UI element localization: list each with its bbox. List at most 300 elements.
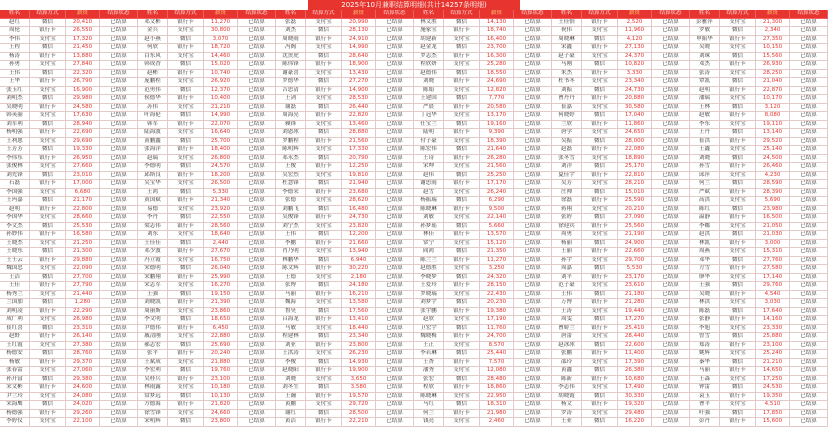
status-cell: 已结算: [652, 376, 690, 385]
status-cell: 已结算: [376, 44, 414, 53]
amount-cell: 28,880: [342, 129, 376, 138]
method-cell: 支付宝: [444, 138, 480, 147]
status-cell: 已结算: [238, 308, 276, 317]
amount-cell: 6,680: [66, 189, 100, 198]
amount-cell: 23,700: [480, 44, 514, 53]
status-cell: 已结算: [100, 223, 138, 232]
amount-cell: 15,020: [204, 61, 238, 70]
method-cell: 银行卡: [306, 316, 342, 325]
status-cell: 已结算: [514, 282, 552, 291]
method-cell: 微信: [168, 316, 204, 325]
status-cell: 已结算: [652, 87, 690, 96]
status-cell: 已结算: [238, 172, 276, 181]
method-cell: 银行卡: [306, 291, 342, 300]
status-cell: 已结算: [514, 163, 552, 172]
name-cell: 王正: [414, 342, 444, 351]
amount-cell: 1,280: [66, 299, 100, 308]
method-cell: 支付宝: [720, 248, 756, 257]
method-cell: 微信: [444, 376, 480, 385]
name-cell: 吴振: [552, 138, 582, 147]
method-cell: 银行卡: [444, 53, 480, 62]
status-cell: 已结算: [238, 418, 276, 427]
status-cell: 已结算: [376, 197, 414, 206]
name-cell: 崔红喜: [0, 325, 30, 334]
status-cell: 已结算: [100, 121, 138, 130]
amount-cell: 21,180: [618, 291, 652, 300]
method-cell: 支付宝: [168, 53, 204, 62]
amount-cell: 29,260: [66, 410, 100, 419]
method-cell: 微信: [168, 367, 204, 376]
method-cell: 银行卡: [720, 214, 756, 223]
status-cell: 已结算: [100, 189, 138, 198]
method-cell: 微信: [30, 325, 66, 334]
name-cell: 张春雷: [0, 367, 30, 376]
name-cell: 夏佳宇: [552, 172, 582, 181]
amount-cell: 17,000: [66, 180, 100, 189]
name-cell: 李伟东: [0, 155, 30, 164]
method-cell: 支付宝: [444, 240, 480, 249]
status-cell: 已结算: [100, 104, 138, 113]
status-cell: 已结算: [238, 112, 276, 121]
method-cell: 银行卡: [30, 333, 66, 342]
method-cell: 微信: [168, 342, 204, 351]
amount-cell: 27,060: [66, 367, 100, 376]
amount-cell: 11,270: [204, 19, 238, 28]
status-cell: 已结算: [652, 410, 690, 419]
name-cell: 庄帅: [552, 189, 582, 198]
amount-cell: 29,380: [66, 376, 100, 385]
method-cell: 支付宝: [720, 376, 756, 385]
name-cell: 李旭: [690, 325, 720, 334]
status-cell: 已结算: [376, 350, 414, 359]
header-cell: 姓名: [690, 10, 720, 19]
amount-cell: 28,480: [480, 376, 514, 385]
name-cell: 程欣: [414, 384, 444, 393]
amount-cell: 21,210: [756, 359, 790, 368]
amount-cell: 21,030: [756, 231, 790, 240]
status-cell: 已结算: [514, 240, 552, 249]
amount-cell: 21,440: [66, 291, 100, 300]
status-cell: 已结算: [652, 384, 690, 393]
status-cell: 已结算: [100, 308, 138, 317]
method-cell: 支付宝: [720, 146, 756, 155]
status-cell: 已结算: [514, 325, 552, 334]
amount-cell: 17,490: [618, 384, 652, 393]
method-cell: 支付宝: [168, 282, 204, 291]
status-cell: 已结算: [376, 248, 414, 257]
header-cell: 薪资: [480, 10, 514, 19]
amount-cell: 13,410: [342, 316, 376, 325]
amount-cell: 27,380: [66, 342, 100, 351]
method-cell: 银行卡: [582, 325, 618, 334]
status-cell: 已结算: [652, 104, 690, 113]
name-cell: 王程: [0, 44, 30, 53]
status-cell: 已结算: [790, 189, 828, 198]
method-cell: 支付宝: [582, 333, 618, 342]
status-cell: 已结算: [376, 155, 414, 164]
amount-cell: 24,370: [618, 53, 652, 62]
method-cell: 支付宝: [30, 189, 66, 198]
name-cell: 李志伟: [552, 384, 582, 393]
status-cell: 已结算: [238, 359, 276, 368]
name-cell: 高洪: [690, 197, 720, 206]
method-cell: 微信: [306, 231, 342, 240]
name-cell: 张平: [138, 350, 168, 359]
name-cell: 黄鹏: [276, 401, 306, 410]
amount-cell: 18,740: [480, 27, 514, 36]
method-cell: 微信: [444, 248, 480, 257]
amount-cell: 10,740: [204, 70, 238, 79]
amount-cell: 22,290: [66, 308, 100, 317]
status-cell: 已结算: [100, 70, 138, 79]
amount-cell: 22,430: [480, 291, 514, 300]
status-cell: 已结算: [100, 257, 138, 266]
name-cell: 谢豪喜: [276, 70, 306, 79]
status-cell: 已结算: [238, 367, 276, 376]
name-cell: 陆海波: [138, 129, 168, 138]
method-cell: 银行卡: [582, 121, 618, 130]
name-cell: 王建国: [414, 95, 444, 104]
method-cell: 银行卡: [444, 384, 480, 393]
amount-cell: 28,620: [342, 197, 376, 206]
method-cell: 支付宝: [582, 53, 618, 62]
name-cell: 林凯: [690, 240, 720, 249]
name-cell: 邓少波: [138, 248, 168, 257]
status-cell: 已结算: [652, 299, 690, 308]
header-cell: 结算状态: [376, 10, 414, 19]
header-cell: 薪资: [756, 10, 790, 19]
status-cell: 已结算: [376, 316, 414, 325]
status-cell: 已结算: [514, 95, 552, 104]
amount-cell: 21,210: [204, 104, 238, 113]
method-cell: 银行卡: [582, 223, 618, 232]
method-cell: 银行卡: [30, 231, 66, 240]
method-cell: 微信: [168, 291, 204, 300]
status-cell: 已结算: [238, 53, 276, 62]
status-cell: 已结算: [790, 121, 828, 130]
status-cell: 已结算: [652, 282, 690, 291]
name-cell: 孙开富: [0, 376, 30, 385]
method-cell: 支付宝: [30, 87, 66, 96]
status-cell: 已结算: [238, 87, 276, 96]
name-cell: 韩军: [138, 121, 168, 130]
status-cell: 已结算: [376, 121, 414, 130]
method-cell: 支付宝: [582, 410, 618, 419]
status-cell: 已结算: [514, 61, 552, 70]
method-cell: 银行卡: [306, 138, 342, 147]
amount-cell: 26,790: [66, 78, 100, 87]
amount-cell: 26,230: [342, 350, 376, 359]
amount-cell: 17,040: [618, 112, 652, 121]
name-cell: 孙宇: [552, 257, 582, 266]
method-cell: 微信: [720, 308, 756, 317]
name-cell: 卫宏宇: [414, 325, 444, 334]
method-cell: 微信: [582, 61, 618, 70]
amount-cell: 24,180: [342, 282, 376, 291]
amount-cell: 6,450: [204, 325, 238, 334]
status-cell: 已结算: [790, 418, 828, 427]
amount-cell: 29,370: [66, 359, 100, 368]
amount-cell: 25,880: [756, 333, 790, 342]
amount-cell: 28,590: [756, 180, 790, 189]
amount-cell: 27,840: [66, 61, 100, 70]
name-cell: 刘先锋: [0, 172, 30, 181]
status-cell: 已结算: [514, 172, 552, 181]
method-cell: 银行卡: [582, 44, 618, 53]
amount-cell: 14,990: [342, 44, 376, 53]
name-cell: 覃凯: [690, 78, 720, 87]
name-cell: 付子豪: [414, 138, 444, 147]
method-cell: 支付宝: [306, 299, 342, 308]
method-cell: 支付宝: [720, 44, 756, 53]
name-cell: 赵小燕: [138, 36, 168, 45]
method-cell: 微信: [582, 316, 618, 325]
method-cell: 银行卡: [30, 78, 66, 87]
status-cell: 已结算: [514, 316, 552, 325]
name-cell: 成广利: [0, 316, 30, 325]
name-cell: 何晓婷: [552, 112, 582, 121]
amount-cell: 28,660: [66, 214, 100, 223]
status-cell: 已结算: [100, 342, 138, 351]
amount-cell: 26,140: [66, 333, 100, 342]
name-cell: 陈磊: [690, 308, 720, 317]
amount-cell: 27,670: [204, 248, 238, 257]
status-cell: 已结算: [376, 359, 414, 368]
method-cell: 银行卡: [168, 172, 204, 181]
header-cell: 结算状态: [790, 10, 828, 19]
amount-cell: 17,140: [756, 274, 790, 283]
name-cell: 兰欣: [552, 121, 582, 130]
name-cell: 宋海鹰: [0, 401, 30, 410]
name-cell: 周丽斯: [138, 308, 168, 317]
method-cell: 银行卡: [30, 53, 66, 62]
amount-cell: 16,500: [756, 214, 790, 223]
name-cell: 王洪涛: [276, 350, 306, 359]
amount-cell: 22,090: [66, 265, 100, 274]
name-cell: 周晓雨: [276, 36, 306, 45]
amount-cell: 13,880: [66, 53, 100, 62]
name-cell: 林洪: [690, 299, 720, 308]
amount-cell: 25,990: [204, 274, 238, 283]
method-cell: 银行卡: [720, 393, 756, 402]
status-cell: 已结算: [790, 172, 828, 181]
amount-cell: 19,810: [342, 172, 376, 181]
column-group: [276, 10, 414, 427]
header-cell: 姓名: [0, 10, 30, 19]
method-cell: 银行卡: [168, 121, 204, 130]
name-cell: 赵德胜: [414, 265, 444, 274]
method-cell: 银行卡: [582, 95, 618, 104]
method-cell: 微信: [582, 367, 618, 376]
status-cell: 已结算: [376, 410, 414, 419]
method-cell: 银行卡: [306, 112, 342, 121]
amount-cell: 22,140: [480, 214, 514, 223]
name-cell: 马红: [414, 401, 444, 410]
name-cell: 张俊林: [0, 163, 30, 172]
method-cell: 银行卡: [306, 189, 342, 198]
method-cell: 银行卡: [444, 257, 480, 266]
method-cell: 银行卡: [444, 308, 480, 317]
amount-cell: 14,990: [204, 112, 238, 121]
name-cell: 肖乃明: [276, 248, 306, 257]
name-cell: 丁冠华: [414, 112, 444, 121]
amount-cell: 24,900: [618, 240, 652, 249]
status-cell: 已结算: [100, 333, 138, 342]
method-cell: 微信: [720, 257, 756, 266]
method-cell: 银行卡: [720, 367, 756, 376]
status-cell: 已结算: [238, 138, 276, 147]
name-cell: 罗敏: [690, 27, 720, 36]
status-cell: 已结算: [376, 27, 414, 36]
amount-cell: 21,300: [66, 248, 100, 257]
name-cell: 李德荣: [276, 189, 306, 198]
name-cell: 吕海龙: [276, 316, 306, 325]
status-cell: 已结算: [652, 172, 690, 181]
method-cell: 微信: [306, 333, 342, 342]
method-cell: 支付宝: [30, 316, 66, 325]
amount-cell: 5,660: [480, 223, 514, 232]
name-cell: 刘恩冰: [276, 129, 306, 138]
name-cell: 李晓梦: [414, 274, 444, 283]
name-cell: 金兵: [138, 27, 168, 36]
name-cell: 张海洋: [138, 146, 168, 155]
amount-cell: 24,580: [66, 104, 100, 113]
amount-cell: 28,640: [342, 53, 376, 62]
name-cell: 赵雪: [414, 189, 444, 198]
name-cell: 杜慧锋: [276, 180, 306, 189]
name-cell: 黄洁: [276, 418, 306, 427]
sheet-title: 2025年10月兼职结算明细(共计14257条明细): [308, 0, 520, 10]
name-cell: 赖锋: [276, 121, 306, 130]
name-cell: 王林: [690, 104, 720, 113]
name-cell: 张涛: [690, 70, 720, 79]
amount-cell: 18,650: [204, 316, 238, 325]
amount-cell: 20,230: [480, 299, 514, 308]
name-cell: 陈新: [552, 376, 582, 385]
name-cell: 严斌: [690, 189, 720, 198]
method-cell: 支付宝: [582, 129, 618, 138]
status-cell: 已结算: [100, 172, 138, 181]
amount-cell: 2,460: [480, 418, 514, 427]
status-cell: 已结算: [100, 291, 138, 300]
method-cell: 微信: [444, 121, 480, 130]
amount-cell: 19,160: [480, 121, 514, 130]
name-cell: 王涛: [552, 308, 582, 317]
name-cell: 周伦: [0, 27, 30, 36]
amount-cell: 29,480: [618, 410, 652, 419]
status-cell: 已结算: [100, 350, 138, 359]
name-cell: 刘珠: [690, 53, 720, 62]
method-cell: 微信: [168, 418, 204, 427]
method-cell: 微信: [306, 410, 342, 419]
method-cell: 支付宝: [444, 291, 480, 300]
method-cell: 微信: [582, 112, 618, 121]
status-cell: 已结算: [376, 282, 414, 291]
method-cell: 银行卡: [582, 197, 618, 206]
name-cell: 杨丽: [552, 240, 582, 249]
amount-cell: 21,340: [204, 197, 238, 206]
method-cell: 微信: [720, 333, 756, 342]
status-cell: 已结算: [514, 197, 552, 206]
name-cell: 王佳怡: [552, 19, 582, 28]
name-cell: 赵子豪: [552, 53, 582, 62]
method-cell: 银行卡: [582, 19, 618, 28]
name-cell: 王鑫: [690, 146, 720, 155]
amount-cell: 26,380: [618, 367, 652, 376]
status-cell: 已结算: [652, 265, 690, 274]
amount-cell: 30,220: [342, 265, 376, 274]
amount-cell: 22,950: [480, 393, 514, 402]
column-group: [552, 10, 690, 427]
method-cell: 银行卡: [168, 248, 204, 257]
status-cell: 已结算: [238, 223, 276, 232]
status-cell: 已结算: [790, 282, 828, 291]
name-cell: 陈晓琳: [414, 206, 444, 215]
name-cell: 赵伟: [414, 172, 444, 181]
column-group: [690, 10, 828, 427]
amount-cell: 20,410: [66, 19, 100, 28]
name-cell: 王晓东: [0, 248, 30, 257]
name-cell: 袁玉: [690, 393, 720, 402]
amount-cell: 27,660: [66, 163, 100, 172]
method-cell: 支付宝: [720, 274, 756, 283]
amount-cell: 25,280: [480, 61, 514, 70]
amount-cell: 24,530: [756, 384, 790, 393]
amount-cell: 24,650: [618, 129, 652, 138]
amount-cell: 24,690: [480, 78, 514, 87]
name-cell: 刘鹏飞: [276, 206, 306, 215]
header-cell: 结算方式: [582, 10, 618, 19]
method-cell: 微信: [30, 19, 66, 28]
header-cell: 姓名: [138, 10, 168, 19]
amount-cell: 12,820: [480, 87, 514, 96]
name-cell: 刘梦宇: [414, 299, 444, 308]
name-cell: 李宏利: [138, 367, 168, 376]
amount-cell: 22,880: [204, 333, 238, 342]
amount-cell: 28,000: [618, 138, 652, 147]
status-cell: 已结算: [100, 27, 138, 36]
method-cell: 支付宝: [582, 384, 618, 393]
amount-cell: 16,270: [204, 282, 238, 291]
amount-cell: 17,390: [618, 359, 652, 368]
name-cell: 王洁: [0, 274, 30, 283]
name-cell: 张宏: [414, 376, 444, 385]
amount-cell: 23,310: [66, 325, 100, 334]
method-cell: 银行卡: [582, 248, 618, 257]
status-cell: 已结算: [100, 248, 138, 257]
amount-cell: 29,760: [756, 282, 790, 291]
method-cell: 支付宝: [30, 240, 66, 249]
name-cell: 宋坤: [414, 163, 444, 172]
amount-cell: 12,250: [342, 163, 376, 172]
status-cell: 已结算: [652, 231, 690, 240]
status-cell: 已结算: [100, 359, 138, 368]
status-cell: 已结算: [376, 206, 414, 215]
name-cell: 张博: [276, 282, 306, 291]
name-cell: 赵冰冰: [552, 342, 582, 351]
amount-cell: 21,880: [204, 359, 238, 368]
name-cell: 王德: [276, 274, 306, 283]
name-cell: 朱杰: [552, 70, 582, 79]
method-cell: 银行卡: [444, 282, 480, 291]
amount-cell: 5,690: [756, 197, 790, 206]
status-cell: 已结算: [514, 376, 552, 385]
amount-cell: 15,010: [618, 189, 652, 198]
method-cell: 银行卡: [30, 180, 66, 189]
status-cell: 已结算: [376, 180, 414, 189]
name-cell: 吴宏烈: [276, 172, 306, 181]
amount-cell: 16,480: [342, 206, 376, 215]
